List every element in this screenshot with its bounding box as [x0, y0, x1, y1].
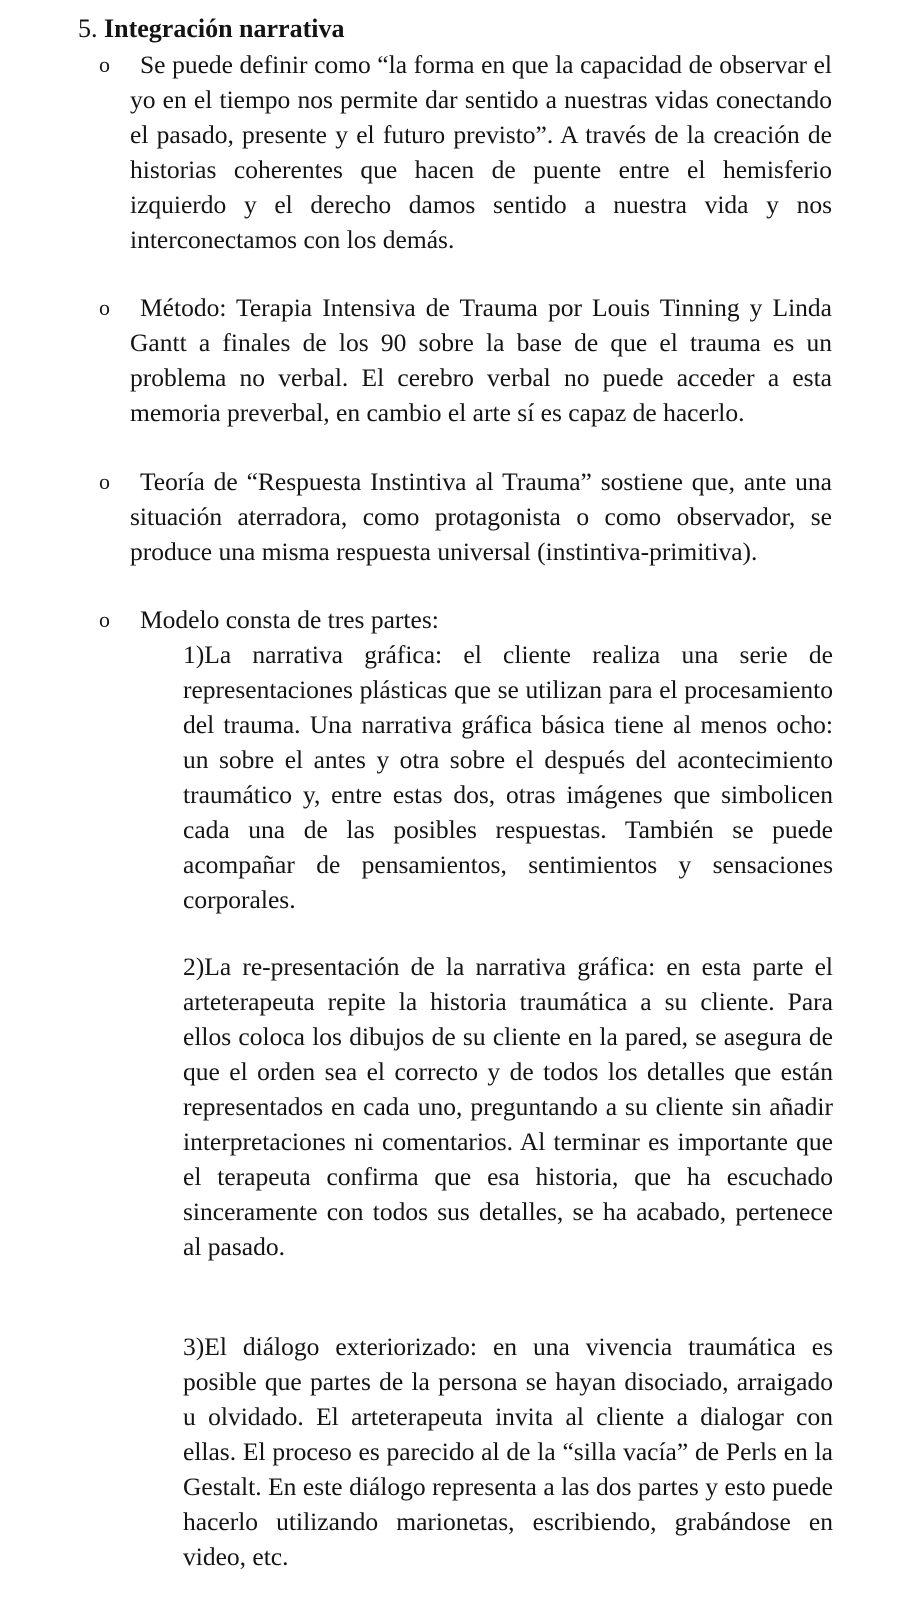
bullet-paragraph-4: Modelo consta de tres partes:	[140, 605, 439, 634]
bullet-marker-1: o	[99, 52, 110, 77]
model-part-2: 2)La re-presentación de la narrativa gráfica: en esta parte el arteterapeuta repite la historia traumática a su cliente. Para ellos coloca los dibujos de su cliente en la pared, se asegura de que el orden sea el correcto y de todos los detalles que están representados en cada uno, preguntando a su cliente sin añadir interpretaciones ni comentarios. Al terminar es importante que el terapeuta confirma que esa historia, que ha escuchado sinceramente con todos sus detalles, se ha acabado, pertenece al pasado.	[183, 952, 833, 1261]
bullet-marker-3: o	[99, 469, 110, 494]
bullet-marker-4: o	[99, 607, 110, 632]
bullet-paragraph-3: Teoría de “Respuesta Instintiva al Trauma” sostiene que, ante una situación aterradora, como protagonista o como observador, se produce una misma respuesta universal (instintiva-primitiva).	[130, 467, 832, 566]
bullet-paragraph-1: Se puede definir como “la forma en que la capacidad de observar el yo en el tiempo nos permite dar sentido a nuestras vidas conectando el pasado, presente y el futuro previsto”. A través de la creación de historias coherentes que hacen de puente entre el hemisferio izquierdo y el derecho damos sentido a nuestra vida y nos interconectamos con los demás.	[130, 50, 832, 254]
bullet-marker-2: o	[99, 295, 110, 320]
section-title: Integración narrativa	[104, 14, 345, 43]
model-part-1: 1)La narrativa gráfica: el cliente realiza una serie de representaciones plásticas que se utilizan para el procesamiento del trauma. Una narrativa gráfica básica tiene al menos ocho: un sobre el antes y otra sobre el después del acontecimiento traumático y, entre estas dos, otras imágenes que simbolicen cada una de las posibles respuestas. También se puede acompañar de pensamientos, sentimientos y sensaciones corporales.	[183, 640, 833, 914]
section-heading	[78, 12, 344, 46]
model-part-3: 3)El diálogo exteriorizado: en una vivencia traumática es posible que partes de la persona se hayan disociado, arraigado u olvidado. El arteterapeuta invita al cliente a dialogar con ellas. El proceso es parecido al de la “silla vacía” de Perls en la Gestalt. En este diálogo representa a las dos partes y esto puede hacerlo utilizando marionetas, escribiendo, grabándose en video, etc.	[183, 1332, 833, 1571]
bullet-paragraph-2: Método: Terapia Intensiva de Trauma por Louis Tinning y Linda Gantt a finales de los 90 sobre la base de que el trauma es un problema no verbal. El cerebro verbal no puede acceder a esta memoria preverbal, en cambio el arte sí es capaz de hacerlo.	[130, 293, 832, 427]
section-number: 5.	[78, 14, 98, 43]
